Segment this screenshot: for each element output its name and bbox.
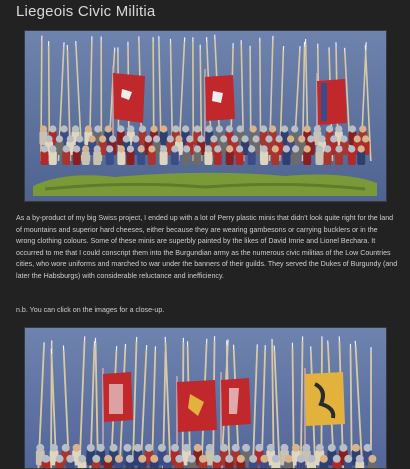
page-title: Liegeois Civic Militia — [16, 2, 155, 22]
militia-photo-2[interactable] — [24, 327, 387, 469]
militia-photo-1[interactable] — [24, 30, 387, 202]
militia-photo-1-image — [25, 31, 386, 201]
click-note: n.b. You can click on the images for a close-up. — [16, 305, 164, 316]
description-paragraph: As a by-product of my big Swiss project, I ended up with a lot of Perry plastic minis that didn't look quite right for the land of mountains and superior hard cheeses, either because they are wearing gambesons or carrying bucklers or in the wrong clothing colours. Some of these minis are superbly painted by the likes of David Imrie and Lionel Bechara. It occurred to me that I could conscript them into the Burgundian army as the numerous civic militias of the Low Countries cities, who wore uniforms and marched to war under the banners of their guilds. They served the Dukes of Burgundy (and later the Habsburgs) with considerable reluctance and inefficiency. — [16, 213, 398, 282]
militia-photo-2-image — [25, 328, 386, 468]
